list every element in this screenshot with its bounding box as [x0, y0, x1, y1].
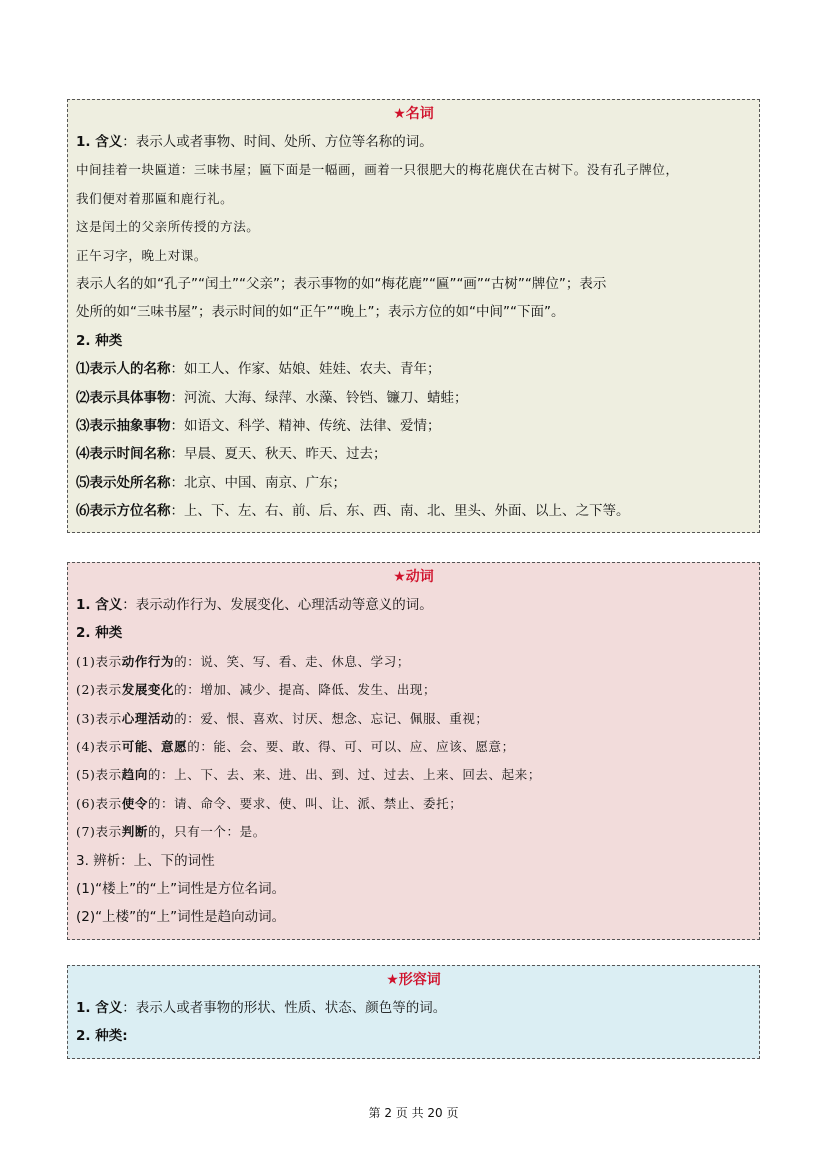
text-line: [76, 994, 751, 1022]
text: ：北京、中国、南京、广东；: [170, 474, 346, 491]
bold-text: 判断: [121, 824, 148, 840]
text: 处所的如“三味书屋”；表示时间的如“正午”“晚上”；表示方位的如“中间”“下面”。: [76, 304, 565, 321]
text: 的：爱、恨、喜欢、讨厌、想念、忘记、佩服、重视；: [174, 710, 489, 726]
bold-text: 发展变化: [121, 682, 175, 698]
text-line: [76, 185, 751, 213]
text-line: [76, 412, 751, 440]
text: ：河流、大海、绿萍、水藻、铃铛、镰刀、蜻蛙；: [170, 389, 468, 406]
text: (2)“上楼”的“上”词性是趋向动词。: [76, 909, 286, 926]
text: ：表示人或者事物的形状、性质、状态、颜色等的词。: [122, 1000, 447, 1016]
verb-section: [67, 562, 760, 940]
bold-text: ⑷表示时间名称: [76, 446, 171, 463]
text: ：如语文、科学、精神、传统、法律、爱情；: [170, 417, 441, 434]
text: (1)表示: [76, 653, 122, 669]
text-line: [76, 128, 751, 156]
text: ：上、下、左、右、前、后、东、西、南、北、里头、外面、以上、之下等。: [170, 503, 630, 520]
text: 的：增加、减少、提高、降低、发生、出现；: [174, 682, 437, 698]
bold-text: ⑶表示抽象事物: [76, 417, 171, 434]
bold-text: ⑴表示人的名称: [76, 361, 171, 378]
text: ：表示动作行为、发展变化、心理活动等意义的词。: [122, 597, 433, 613]
text: 正午习字，晚上对课。: [76, 247, 208, 263]
bold-text: ⑸表示处所名称: [76, 474, 171, 491]
text-line: [76, 733, 751, 761]
text: (2)表示: [76, 682, 122, 698]
section-title: ★动词: [393, 569, 434, 585]
text-line: [76, 156, 751, 184]
bold-text: 趋向: [121, 767, 148, 783]
page-footer: 第 2 页 共 20 页: [368, 1106, 459, 1120]
bold-text: ⑵表示具体事物: [76, 389, 171, 406]
bold-text: 2. 种类: [76, 625, 123, 642]
text-line: [76, 497, 751, 525]
text-line: [76, 705, 751, 733]
bold-text: 可能、意愿: [121, 738, 188, 754]
text: ：表示人或者事物、时间、处所、方位等名称的词。: [122, 134, 433, 150]
section-title: ★名词: [393, 106, 434, 122]
text: (1)“楼上”的“上”词性是方位名词。: [76, 880, 286, 897]
text-line: [76, 327, 751, 355]
text-line: [76, 355, 751, 383]
text-line: [76, 818, 751, 846]
text: 的，只有一个：是。: [147, 824, 266, 840]
bold-text: 1. 含义: [76, 134, 123, 150]
text: 的：上、下、去、来、进、出、到、过、过去、上来、回去、起来；: [147, 767, 541, 783]
text-line: [76, 591, 751, 619]
text-line: [76, 242, 751, 270]
text-line: [76, 790, 751, 818]
text: ：早晨、夏天、秋天、昨天、过去；: [170, 446, 387, 463]
adjective-section: [67, 965, 760, 1059]
bold-text: 心理活动: [121, 710, 175, 726]
text: 的：说、笑、写、看、走、休息、学习；: [174, 653, 410, 669]
text: 中间挂着一块匾道：三味书屋；匾下面是一幅画，画着一只很肥大的梅花鹿伏在古树下。没有孔子牌位，: [76, 162, 679, 178]
text-line: [76, 903, 751, 931]
text: 的：请、命令、要求、使、叫、让、派、禁止、委托；: [147, 795, 463, 811]
bold-text: 使令: [121, 795, 148, 811]
text-line: [76, 1022, 751, 1050]
bold-text: 动作行为: [121, 653, 175, 669]
noun-section: [67, 99, 760, 533]
text: 这是闰土的父亲所传授的方法。: [76, 219, 260, 235]
text: (5)表示: [76, 767, 122, 783]
text-line: [76, 847, 751, 875]
text-line: [76, 298, 751, 326]
text-line: [76, 213, 751, 241]
text-line: [76, 384, 751, 412]
bold-text: 2. 种类:: [76, 1028, 128, 1045]
section-title: ★形容词: [386, 972, 441, 988]
text-line: [76, 761, 751, 789]
text: 的：能、会、要、敢、得、可、可以、应、应该、愿意；: [187, 738, 515, 754]
text-line: [76, 648, 751, 676]
bold-text: 2. 种类: [76, 332, 123, 349]
bold-text: ⑹表示方位名称: [76, 503, 171, 520]
text: 表示人名的如“孔子”“闰土”“父亲”；表示事物的如“梅花鹿”“匾”“画”“古树”“牌位”；表示: [76, 275, 607, 292]
text-line: [76, 440, 751, 468]
text-line: [76, 875, 751, 903]
bold-text: 1. 含义: [76, 1000, 123, 1016]
text: (7)表示: [76, 824, 122, 840]
text-line: [76, 676, 751, 704]
text: ：如工人、作家、姑娘、娃娃、农夫、青年；: [170, 361, 441, 378]
text: 3. 辨析：上、下的词性: [76, 852, 215, 869]
text-line: [76, 469, 751, 497]
text: 我们便对着那匾和鹿行礼。: [76, 190, 234, 206]
text-line: [76, 270, 751, 298]
text: (3)表示: [76, 710, 122, 726]
bold-text: 1. 含义: [76, 597, 123, 613]
text: (6)表示: [76, 795, 122, 811]
text-line: [76, 619, 751, 647]
text: (4)表示: [76, 738, 122, 754]
